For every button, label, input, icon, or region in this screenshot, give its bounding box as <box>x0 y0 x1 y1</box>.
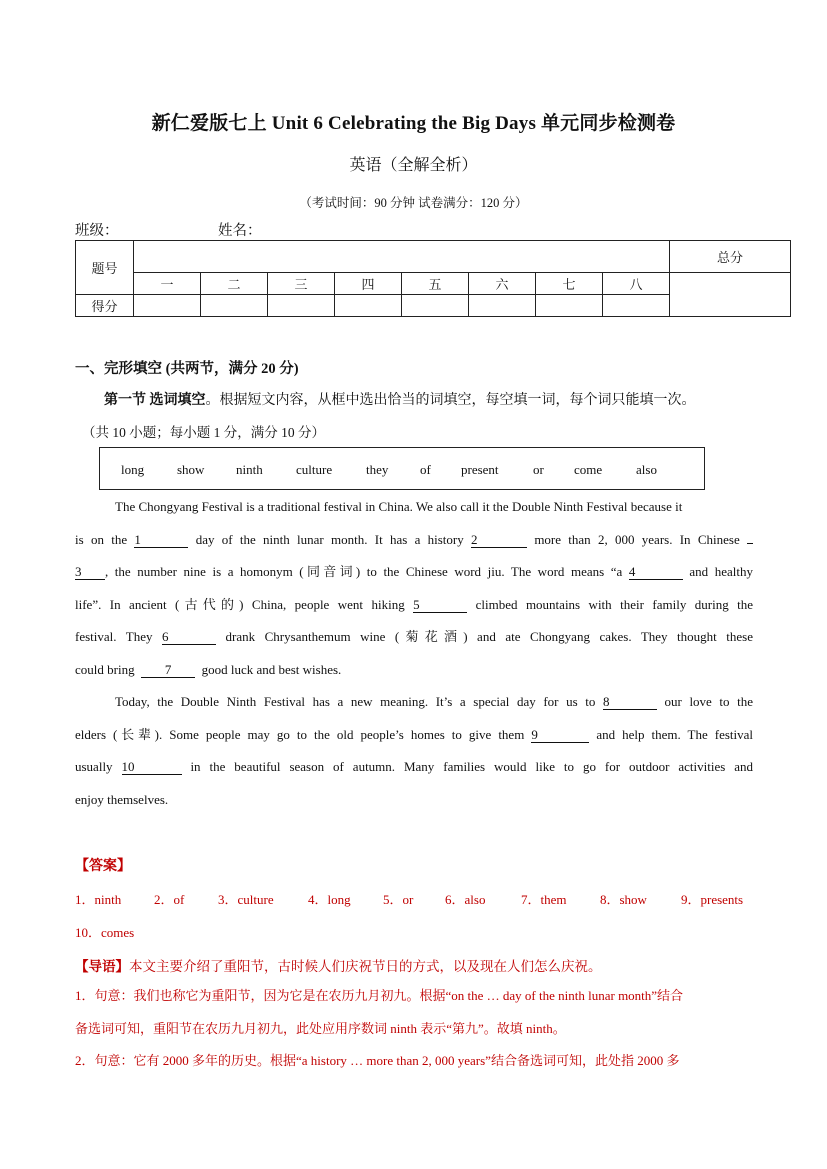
instruction-text: 。根据短文内容，从框中选出恰当的词填空，每空填一词，每个词只能填一次。 <box>205 393 696 408</box>
passage-text: and help them. The festival <box>596 726 753 742</box>
blank-3-start <box>747 543 753 544</box>
class-label: 班级： <box>75 223 119 239</box>
section-heading: 一、完形填空 (共两节，满分 20 分) <box>75 361 299 377</box>
score-cell <box>469 295 536 317</box>
score-cell <box>335 295 402 317</box>
answer-item: 7．them <box>521 892 567 907</box>
score-table <box>75 240 791 317</box>
word-option: show <box>177 462 205 477</box>
passage-text: drank Chrysanthemum wine (菊花酒) and ate Chongyang cakes. They thought these <box>225 629 753 644</box>
word-option: culture <box>296 462 333 477</box>
column-label: 一 <box>134 273 201 295</box>
passage-text: usually <box>75 759 113 774</box>
answer-item: 6．also <box>445 892 486 907</box>
explanation-block <box>75 980 755 1078</box>
passage-line: The Chongyang Festival is a traditional festival in China. We also call it the Double Ninth Festival because it <box>115 499 683 514</box>
blank-7: 7 <box>141 662 195 678</box>
passage-paragraph-1 <box>75 491 753 686</box>
passage-line <box>75 654 753 687</box>
answer-item: 2．of <box>154 892 185 907</box>
blank-3: 3 <box>75 564 105 580</box>
passage-line <box>75 524 753 557</box>
part-label: 第一节 选词填空 <box>104 393 206 408</box>
word-box <box>99 447 705 490</box>
word-option: present <box>461 462 499 477</box>
passage-text: more than 2, 000 years. In Chinese <box>534 531 740 547</box>
passage-text: and healthy <box>689 564 753 579</box>
column-label: 二 <box>201 273 268 295</box>
question-number-label: 题号 <box>76 241 134 295</box>
score-cell <box>201 295 268 317</box>
blank-10: 10 <box>122 759 182 775</box>
answer-item: 5．or <box>383 892 414 907</box>
total-label: 总分 <box>670 241 791 273</box>
explanation-line: 2．句意：它有 2000 多年的历史。根据“a history … more than 2, 000 years”结合备选词可知，此处指 2000 多 <box>75 1053 680 1068</box>
passage-text: good luck and best wishes. <box>201 661 342 677</box>
word-option: ninth <box>236 462 263 477</box>
column-label: 六 <box>469 273 536 295</box>
answer-item: 8．show <box>600 892 647 907</box>
blank-6: 6 <box>162 629 216 645</box>
answer-item: 4．long <box>308 892 351 907</box>
name-label: 姓名： <box>218 223 262 239</box>
word-option: they <box>366 462 389 477</box>
passage-text: day of the ninth lunar month. It has a history <box>195 531 464 547</box>
page-title: 新仁爱版七上 Unit 6 Celebrating the Big Days 单元同步检测卷 <box>151 113 676 134</box>
blank-1: 1 <box>134 532 188 548</box>
column-label: 三 <box>268 273 335 295</box>
score-label: 得分 <box>76 295 134 317</box>
word-option: also <box>636 462 657 477</box>
passage-text: in the beautiful season of autumn. Many families would like to go for outdoor activities and <box>190 759 753 774</box>
passage-text: our love to the <box>664 694 753 709</box>
score-cell <box>536 295 603 317</box>
column-label: 七 <box>536 273 603 295</box>
passage-line <box>75 556 753 589</box>
passage-text: could bring <box>75 661 135 677</box>
score-cell <box>402 295 469 317</box>
score-cell <box>603 295 670 317</box>
word-option: come <box>574 462 603 477</box>
class-name-line <box>75 219 262 240</box>
total-score-cell <box>670 273 791 317</box>
passage-line <box>75 751 753 784</box>
passage-text: elders (长辈). Some people may go to the old people’s homes to give them <box>75 726 525 742</box>
word-option: long <box>121 462 145 477</box>
passage-text: , the number nine is a homonym (同音词) to the Chinese word jiu. The word means “a <box>105 564 623 579</box>
column-label: 八 <box>603 273 670 295</box>
word-option: or <box>533 462 544 477</box>
section-instruction <box>104 389 696 409</box>
guide-text: 本文主要介绍了重阳节，古时候人们庆祝节日的方式，以及现在人们怎么庆祝。 <box>129 959 602 974</box>
blank-4: 4 <box>629 564 683 580</box>
passage-paragraph-2 <box>75 686 753 816</box>
score-cell <box>134 295 201 317</box>
column-label: 四 <box>335 273 402 295</box>
passage-text: is on the <box>75 531 128 547</box>
answer-heading: 【答案】 <box>75 859 131 874</box>
passage-text: Today, the Double Ninth Festival has a new meaning. It’s a special day for us to <box>115 694 596 709</box>
score-cell <box>268 295 335 317</box>
blank-5: 5 <box>413 597 467 613</box>
answer-item: 1．ninth <box>75 892 122 907</box>
column-label: 五 <box>402 273 469 295</box>
answer-item: 10．comes <box>75 925 135 940</box>
answer-item: 3．culture <box>218 892 274 907</box>
question-number-header-blank <box>134 241 670 273</box>
blank-8: 8 <box>603 694 657 710</box>
blank-2: 2 <box>471 532 527 548</box>
score-instruction: （共 10 小题；每小题 1 分，满分 10 分） <box>82 425 325 440</box>
guide-line <box>75 955 602 975</box>
passage-line <box>75 621 753 654</box>
word-option: of <box>420 462 431 477</box>
passage-text: life”. In ancient (古代的) China, people went hiking <box>75 596 405 612</box>
passage-text: festival. They <box>75 629 153 644</box>
page-subtitle: 英语（全解全析） <box>349 157 478 174</box>
passage-line <box>75 686 753 719</box>
passage-line <box>75 719 753 752</box>
passage-line <box>75 589 753 622</box>
passage-text: climbed mountains with their family during the <box>475 596 753 612</box>
exam-info: （考试时间：90 分钟 试卷满分：120 分） <box>299 196 528 210</box>
answer-item: 9．presents <box>681 892 744 907</box>
explanation-line: 备选词可知，重阳节在农历九月初九，此处应用序数词 ninth 表示“第九”。故填 ninth。 <box>75 1020 566 1036</box>
passage-line: enjoy themselves. <box>75 791 169 807</box>
guide-label: 【导语】 <box>75 959 129 974</box>
explanation-line: 1．句意：我们也称它为重阳节，因为它是在农历九月初九。根据“on the … day of the ninth lunar month”结合 <box>75 988 684 1003</box>
blank-9: 9 <box>531 727 589 743</box>
